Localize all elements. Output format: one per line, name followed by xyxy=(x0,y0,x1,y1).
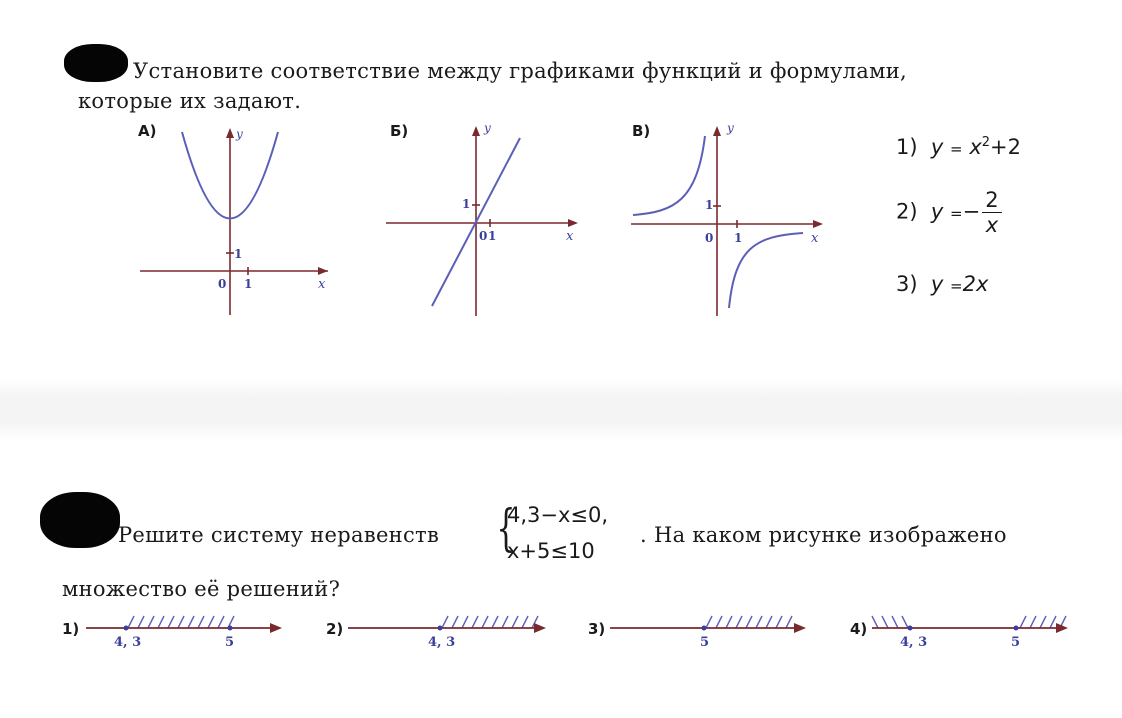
graph-b xyxy=(380,118,585,318)
origin-label: 0 xyxy=(705,231,714,245)
point-4-3 xyxy=(438,626,443,631)
graph-a xyxy=(130,120,340,320)
point-4-3 xyxy=(908,626,913,631)
axis-arrow xyxy=(270,623,282,633)
graph-v-label: В) xyxy=(632,122,651,140)
graph-a-label: А) xyxy=(138,122,157,140)
option-3-number[interactable]: 3) xyxy=(588,620,606,638)
formula-3-eq: = xyxy=(950,277,963,295)
task2-line2: множество её решений? xyxy=(62,577,341,601)
formula-1-tail: +2 xyxy=(990,135,1021,159)
y-axis-label: y xyxy=(727,121,734,135)
option-1-number[interactable]: 1) xyxy=(62,620,80,638)
option-3-hatching xyxy=(706,616,792,628)
option-4-numberline[interactable] xyxy=(870,610,1076,652)
x-arrow xyxy=(813,220,823,228)
formula-1-number: 1) xyxy=(896,135,918,159)
axis-arrow xyxy=(534,623,546,633)
label-5: 5 xyxy=(225,635,235,650)
x-tick-label: 1 xyxy=(244,277,253,291)
formula-2-numerator: 2 xyxy=(982,188,1001,213)
formula-3-lhs: y xyxy=(930,272,944,296)
y-arrow xyxy=(472,126,480,136)
point-5 xyxy=(1014,626,1019,631)
x-axis-label: x xyxy=(566,229,574,244)
origin-label: 0 xyxy=(479,229,488,243)
graph-v xyxy=(625,118,830,318)
option-1-hatching xyxy=(128,616,234,628)
point-5 xyxy=(228,626,233,631)
task2-intro: Решите систему неравенств xyxy=(118,523,440,547)
option-2-hatching xyxy=(442,616,538,628)
task2-question: . На каком рисунке изображено xyxy=(640,523,1007,547)
label-4-3: 4, 3 xyxy=(114,635,142,650)
formula-2-denominator: x xyxy=(985,213,999,237)
origin-label: 0 xyxy=(218,277,227,291)
inequality-1: 4,3−x≤0, xyxy=(507,503,609,527)
x-tick-label: 1 xyxy=(734,231,743,245)
x-axis-label: x xyxy=(318,277,326,292)
task1-line2: которые их задают. xyxy=(78,89,302,113)
formula-1 xyxy=(896,135,1021,159)
formula-1-lhs: y xyxy=(930,135,944,159)
y-tick-label: 1 xyxy=(462,197,471,211)
formula-1-exponent: 2 xyxy=(981,135,991,150)
label-4-3: 4, 3 xyxy=(428,635,456,650)
formula-2-number: 2) xyxy=(896,199,918,224)
formula-2-eq: = xyxy=(950,204,963,223)
formula-2-lhs: y xyxy=(930,199,944,224)
option-4-left-hatching xyxy=(872,616,908,628)
background-band xyxy=(0,380,1122,440)
axis-arrow xyxy=(794,623,806,633)
label-5: 5 xyxy=(700,635,710,650)
y-tick-label: 1 xyxy=(234,247,243,261)
x-arrow xyxy=(568,219,578,227)
formula-3-number: 3) xyxy=(896,272,918,296)
x-tick-label: 1 xyxy=(488,229,497,243)
formula-1-eq: = xyxy=(950,140,963,158)
option-2-number[interactable]: 2) xyxy=(326,620,344,638)
formula-2-fraction xyxy=(982,188,1001,237)
option-4-number[interactable]: 4) xyxy=(850,620,868,638)
formula-2 xyxy=(896,188,1002,237)
point-5 xyxy=(702,626,707,631)
label-4-3: 4, 3 xyxy=(900,635,928,650)
redacted-number-blob xyxy=(40,492,120,548)
task1-line1: Установите соответствие между графиками функций и формулами, xyxy=(133,59,908,83)
hyperbola-left-branch xyxy=(633,136,705,215)
inequality-2: x+5≤10 xyxy=(507,539,595,563)
redacted-number-blob xyxy=(64,44,128,82)
y-arrow xyxy=(226,128,234,138)
y-axis-label: y xyxy=(484,121,491,135)
formula-3-rhs: 2x xyxy=(962,272,989,296)
option-1-numberline[interactable] xyxy=(84,610,284,652)
formula-2-sign: − xyxy=(962,199,981,224)
y-tick-label: 1 xyxy=(705,198,714,212)
option-3-numberline[interactable] xyxy=(608,610,814,652)
option-2-numberline[interactable] xyxy=(346,610,552,652)
x-arrow xyxy=(318,267,328,275)
y-arrow xyxy=(713,126,721,136)
formula-3 xyxy=(896,272,988,296)
y-axis-label: y xyxy=(236,127,243,141)
formula-1-base: x xyxy=(969,135,982,159)
graph-b-label: Б) xyxy=(390,122,409,140)
label-5: 5 xyxy=(1011,635,1021,650)
system-brace: { xyxy=(496,499,516,557)
point-4-3 xyxy=(124,626,129,631)
x-axis-label: x xyxy=(811,231,819,246)
